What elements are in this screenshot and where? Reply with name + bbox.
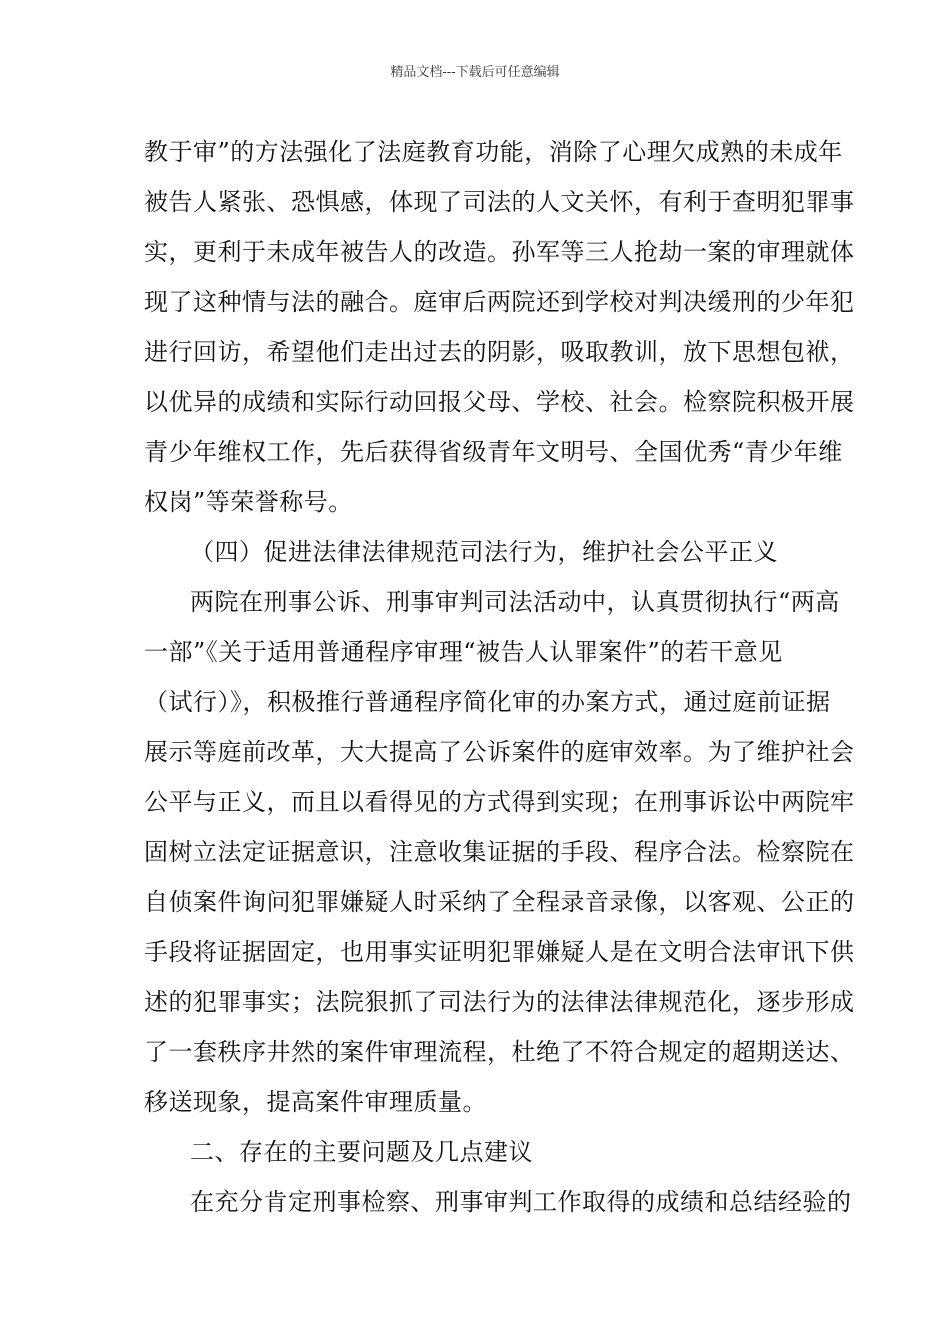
text-line: 权岗”等荣誉称号。 xyxy=(144,488,353,516)
text-line: 两院在刑事公诉、刑事审判司法活动中，认真贯彻执行“两高 xyxy=(190,588,840,616)
text-line: 移送现象，提高案件审理质量。 xyxy=(144,1088,487,1116)
section-heading: （四）促进法律法律规范司法行为，维护社会公平正义 xyxy=(190,538,778,566)
text-line: 展示等庭前改革，大大提高了公诉案件的庭审效率。为了维护社会 xyxy=(144,738,855,766)
text-line: 一部”《关于适用普通程序审理“被告人认罪案件”的若干意见 xyxy=(144,638,783,666)
text-line: 在充分肯定刑事检察、刑事审判工作取得的成绩和总结经验的 xyxy=(190,1188,852,1216)
text-line: 以优异的成绩和实际行动回报父母、学校、社会。检察院积极开展 xyxy=(144,388,855,416)
text-line: （试行）》，积极推行普通程序简化审的办案方式，通过庭前证据 xyxy=(144,688,831,716)
text-line: 自侦案件询问犯罪嫌疑人时采纳了全程录音录像，以客观、公正的 xyxy=(144,888,855,916)
text-line: 青少年维权工作，先后获得省级青年文明号、全国优秀“青少年维 xyxy=(144,438,843,466)
section-heading: 二、存在的主要问题及几点建议 xyxy=(190,1138,533,1166)
text-line: 手段将证据固定，也用事实证明犯罪嫌疑人是在文明合法审讯下供 xyxy=(144,938,855,966)
text-line: 公平与正义，而且以看得见的方式得到实现；在刑事诉讼中两院牢 xyxy=(144,788,855,816)
text-line: 固树立法定证据意识，注意收集证据的手段、程序合法。检察院在 xyxy=(144,838,855,866)
page-header: 精品文档---下载后可任意编辑 xyxy=(390,65,560,80)
text-line: 进行回访，希望他们走出过去的阴影，吸取教训，放下思想包袱， xyxy=(144,338,855,366)
text-line: 现了这种情与法的融合。庭审后两院还到学校对判决缓刑的少年犯 xyxy=(144,288,855,316)
text-line: 述的犯罪事实；法院狠抓了司法行为的法律法律规范化，逐步形成 xyxy=(144,988,855,1016)
text-line: 了一套秩序井然的案件审理流程，杜绝了不符合规定的超期送达、 xyxy=(144,1038,855,1066)
text-line: 实，更利于未成年被告人的改造。孙军等三人抢劫一案的审理就体 xyxy=(144,238,855,266)
text-line: 教于审”的方法强化了法庭教育功能，消除了心理欠成熟的未成年 xyxy=(144,138,843,166)
text-line: 被告人紧张、恐惧感，体现了司法的人文关怀，有利于查明犯罪事 xyxy=(144,188,855,216)
